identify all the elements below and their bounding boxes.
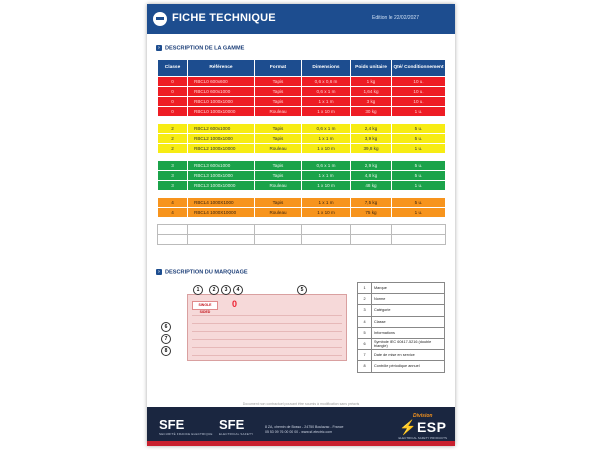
table-cell: RBCL4 1000X1000	[188, 198, 255, 208]
callout-marker: 5	[297, 285, 307, 295]
callout-marker: 7	[161, 334, 171, 344]
chevron-right-icon: ›	[156, 45, 162, 51]
table-cell: 0	[158, 107, 188, 117]
table-cell: 0,6 x 1 m	[302, 87, 351, 97]
table-cell: 2,4 kg	[351, 124, 392, 134]
table-cell: RBCL2 1000x1000	[188, 134, 255, 144]
table-cell: 1 u.	[392, 144, 446, 154]
table-cell: 39,8 kg	[351, 144, 392, 154]
table-cell: 3 kg	[351, 97, 392, 107]
legend-number: 6	[358, 338, 372, 349]
marking-legend-table	[357, 282, 445, 373]
brand-logo-sfe-electrical: SFE ELECTRICAL SAFETY	[219, 417, 254, 436]
table-row	[158, 198, 446, 208]
table-cell: RBCL2 1000x10000	[188, 144, 255, 154]
column-header: Poids unitaire	[351, 60, 392, 77]
callout-marker: 2	[209, 285, 219, 295]
table-cell: 10 u.	[392, 97, 446, 107]
table-cell: RBCL3 1000x10000	[188, 181, 255, 191]
legend-number: 8	[358, 361, 372, 372]
callout-marker: 1	[193, 285, 203, 295]
table-cell: RBCL4 1000X10000	[188, 208, 255, 218]
table-cell: 0	[158, 87, 188, 97]
legend-label: Symbole IEC 60417-5216 (double triangle)	[372, 338, 445, 349]
table-row	[158, 87, 446, 97]
range-table	[157, 59, 446, 245]
table-cell: RBCL0 600x1000	[188, 87, 255, 97]
table-cell: 1 u.	[392, 181, 446, 191]
table-cell: 1 u.	[392, 208, 446, 218]
legend-label: Catégorie	[372, 305, 445, 316]
table-cell: 1 x 1 m	[302, 97, 351, 107]
table-cell: 5 u.	[392, 161, 446, 171]
table-cell: 4	[158, 208, 188, 218]
table-row	[158, 107, 446, 117]
table-cell: 30 kg	[351, 107, 392, 117]
legend-label: Norme	[372, 294, 445, 305]
table-cell: Rouleau	[255, 208, 302, 218]
table-cell: Rouleau	[255, 181, 302, 191]
table-row	[158, 134, 446, 144]
section-title-marking: › DESCRIPTION DU MARQUAGE	[156, 269, 248, 275]
legend-number: 1	[358, 283, 372, 294]
table-cell: Tapis	[255, 77, 302, 87]
column-header: Classe	[158, 60, 188, 77]
company-address: 8 ZA, chemin de Bosso - 24750 Boulazac - France 05 53 09 76 00 00 00 - www.sf-electric.com	[265, 425, 344, 434]
table-row	[158, 77, 446, 87]
table-cell: 1 x 1 m	[302, 198, 351, 208]
table-cell: 2,9 kg	[351, 161, 392, 171]
legend-row	[358, 350, 445, 361]
table-cell: 1 x 10 m	[302, 181, 351, 191]
table-cell: 4	[158, 198, 188, 208]
table-cell: Tapis	[255, 124, 302, 134]
legend-label: Contrôle périodique annuel	[372, 361, 445, 372]
section-title-range: › DESCRIPTION DE LA GAMME	[156, 45, 244, 51]
table-cell: 10 u.	[392, 77, 446, 87]
table-cell: 5 u.	[392, 134, 446, 144]
table-cell: RBCL3 600x1000	[188, 161, 255, 171]
brand-logo-sfe: SFE SECURITÉ FRANCE ELECTRIQUE	[159, 417, 213, 436]
brand-logo-icon	[153, 12, 167, 26]
table-cell: 3,9 kg	[351, 134, 392, 144]
legend-row	[358, 283, 445, 294]
table-cell: Tapis	[255, 161, 302, 171]
table-cell: RBCL2 600x1000	[188, 124, 255, 134]
table-cell: 1 x 10 m	[302, 107, 351, 117]
range-table-body	[158, 77, 446, 245]
datasheet-page	[147, 4, 455, 446]
table-cell: Tapis	[255, 171, 302, 181]
table-cell: RBCL0 1000x1000	[188, 97, 255, 107]
table-cell: 1 x 10 m	[302, 208, 351, 218]
table-row	[158, 144, 446, 154]
table-header-row	[158, 60, 446, 77]
table-cell: Rouleau	[255, 107, 302, 117]
brand-logo-esp: Division ⚡ESP ELECTRICAL SAFETY PRODUCTS	[398, 413, 447, 440]
table-cell: 1,64 kg	[351, 87, 392, 97]
legend-label: Date de mise en service	[372, 350, 445, 361]
marking-label-illustration	[187, 294, 347, 361]
footer-bar	[147, 407, 455, 446]
table-cell: RBCL0 600x600	[188, 77, 255, 87]
legend-row	[358, 316, 445, 327]
table-cell: Tapis	[255, 97, 302, 107]
table-cell: Rouleau	[255, 144, 302, 154]
legend-number: 3	[358, 305, 372, 316]
table-cell: 5 u.	[392, 171, 446, 181]
table-cell: 4,8 kg	[351, 171, 392, 181]
callout-marker: 4	[233, 285, 243, 295]
page-title: FICHE TECHNIQUE	[172, 12, 276, 24]
legend-row	[358, 361, 445, 372]
table-row-empty	[158, 235, 446, 245]
table-cell: 0,6 x 1 m	[302, 124, 351, 134]
column-header: Dimensions	[302, 60, 351, 77]
column-header: Qté/ Conditionnement	[392, 60, 446, 77]
table-cell: 1 u.	[392, 107, 446, 117]
legend-number: 7	[358, 350, 372, 361]
table-row	[158, 97, 446, 107]
table-cell: 7,5 kg	[351, 198, 392, 208]
table-row-empty	[158, 225, 446, 235]
header-bar	[147, 4, 455, 34]
legend-label: Informations	[372, 327, 445, 338]
table-cell: 48 kg	[351, 181, 392, 191]
legend-number: 4	[358, 316, 372, 327]
table-cell: 75 kg	[351, 208, 392, 218]
legend-label: Classe	[372, 316, 445, 327]
table-cell: 2	[158, 134, 188, 144]
table-cell: 3	[158, 171, 188, 181]
legend-number: 5	[358, 327, 372, 338]
callout-marker: 3	[221, 285, 231, 295]
table-cell: RBCL0 1000x10000	[188, 107, 255, 117]
table-cell: 5 u.	[392, 198, 446, 208]
table-cell: 0	[158, 97, 188, 107]
table-row	[158, 181, 446, 191]
column-header: Référence	[188, 60, 255, 77]
table-cell: Tapis	[255, 87, 302, 97]
legend-row	[358, 338, 445, 349]
table-cell: 0,6 x 0,6 m	[302, 77, 351, 87]
table-cell: 0,6 x 1 m	[302, 161, 351, 171]
legend-row	[358, 327, 445, 338]
table-row	[158, 124, 446, 134]
table-cell: 3	[158, 161, 188, 171]
table-cell: Tapis	[255, 198, 302, 208]
marking-diagram	[157, 289, 347, 369]
table-cell: 10 u.	[392, 87, 446, 97]
legend-row	[358, 305, 445, 316]
table-cell: 1 x 1 m	[302, 171, 351, 181]
callout-marker: 8	[161, 346, 171, 356]
table-row	[158, 161, 446, 171]
table-cell: 0	[158, 77, 188, 87]
table-cell: 1 x 1 m	[302, 134, 351, 144]
marking-tag: SINGLE SIDED	[192, 301, 218, 310]
table-cell: 2	[158, 144, 188, 154]
callout-marker: 6	[161, 322, 171, 332]
table-cell: 5 u.	[392, 124, 446, 134]
table-row	[158, 208, 446, 218]
table-cell: 3	[158, 181, 188, 191]
table-cell: RBCL3 1000x1000	[188, 171, 255, 181]
table-cell: Tapis	[255, 134, 302, 144]
table-row	[158, 171, 446, 181]
legend-number: 2	[358, 294, 372, 305]
table-cell: 1 kg	[351, 77, 392, 87]
column-header: Format	[255, 60, 302, 77]
chevron-right-icon: ›	[156, 269, 162, 275]
legend-row	[358, 294, 445, 305]
legend-label: Marque	[372, 283, 445, 294]
marking-class-number: 0	[232, 299, 238, 309]
edition-date: Edition le 22/02/2027	[372, 15, 419, 21]
disclaimer-text: Document non contractuel pouvant être soumis à modification sans préavis	[242, 402, 360, 406]
table-cell: 1 x 10 m	[302, 144, 351, 154]
table-cell: 2	[158, 124, 188, 134]
